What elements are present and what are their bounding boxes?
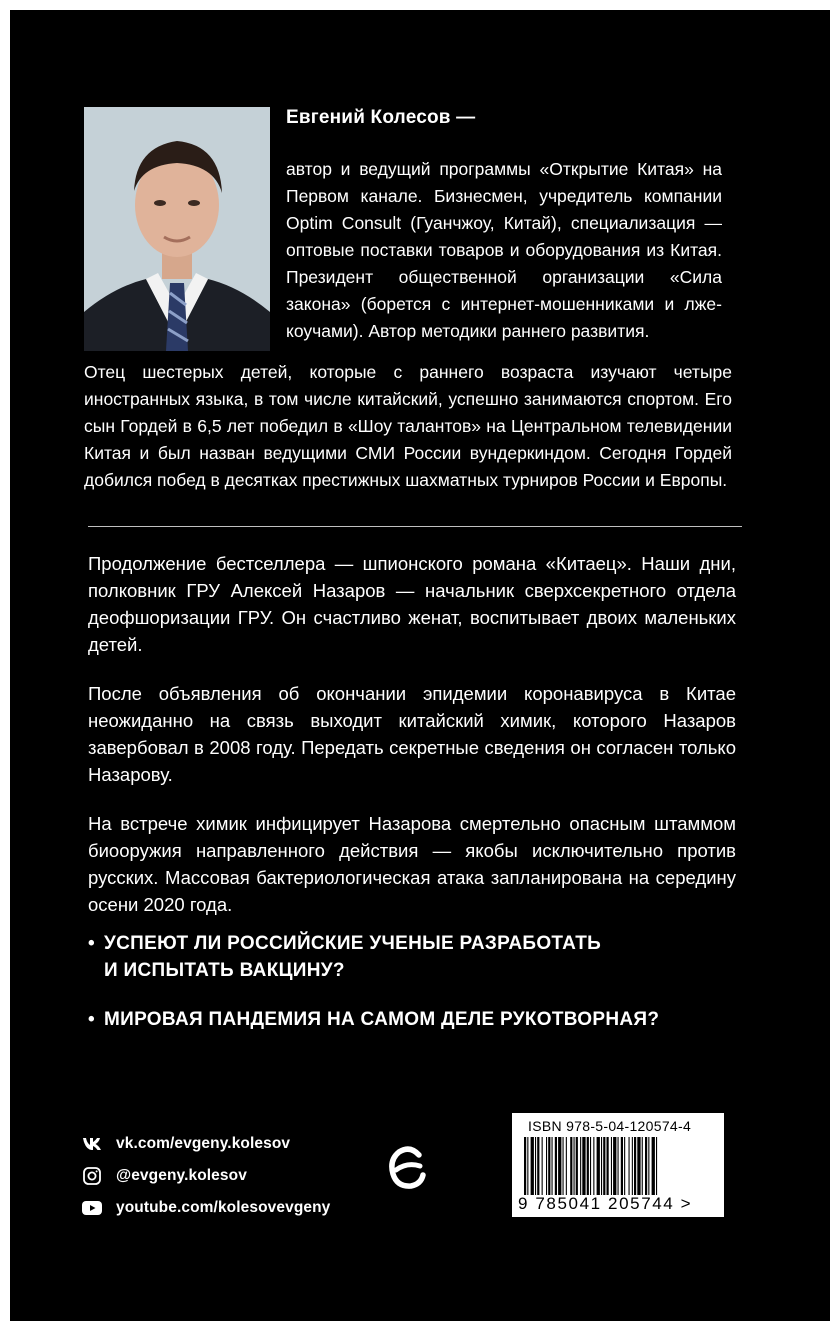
barcode-bar — [632, 1137, 633, 1195]
instagram-link[interactable]: @evgeny.kolesov — [116, 1167, 247, 1184]
barcode-bar — [546, 1137, 547, 1195]
youtube-icon — [82, 1198, 102, 1218]
barcode-bar — [535, 1137, 536, 1195]
barcode-bar — [607, 1137, 609, 1195]
section-divider — [88, 526, 742, 527]
synopsis-paragraph-1: Продолжение бестселлера — шпионского романа «Китаец». Наши дни, полковник ГРУ Алексей Назаров — начальник сверхсекретного отдела деофшоризации ГРУ. Он счастливо женат, воспитывает двоих маленьких детей. — [88, 553, 736, 655]
instagram-icon — [82, 1166, 102, 1186]
teaser-questions — [88, 930, 768, 1055]
synopsis-paragraph-3: На встрече химик инфицирует Назарова смертельно опасным штаммом биооружия направленного действия — якобы исключительно против русских. Массовая бактериологическая атака запланирована на середину осени 2020 года. — [88, 813, 736, 915]
barcode-bar — [587, 1137, 589, 1195]
barcode-bar — [558, 1137, 561, 1195]
bullet: • — [88, 1009, 95, 1030]
barcode-bar — [642, 1137, 643, 1195]
barcode-bar — [656, 1137, 657, 1195]
book-back-cover — [10, 10, 830, 1321]
barcode-bar — [531, 1137, 534, 1195]
barcode-bar — [566, 1137, 567, 1195]
barcode-bar — [624, 1137, 625, 1195]
barcode-bar — [527, 1137, 528, 1195]
author-bio-continued: Отец шестерых детей, которые с раннего возраста изучают четыре иностранных языка, в том числе китайский, успешно занимаются спортом. Его сын Гордей в 6,5 лет победил в «Шоу талантов» на Центральном телевидении Китая и был назван ведущими СМИ России вундеркиндом. Сегодня Гордей добился побед в десятках престижных шахматных турниров России и Европы. — [84, 362, 732, 490]
barcode-bar — [618, 1137, 619, 1195]
question-vaccine — [88, 930, 768, 984]
isbn-barcode — [512, 1113, 724, 1217]
barcode-bar — [611, 1137, 612, 1195]
author-bio-intro: автор и ведущий программы «Открытие Китая» на Первом канале. Бизнесмен, учредитель компании Optim Consult (Гуанчжоу, Китай), специализация — оптовые поставки товаров и оборудования из Китая. Президент общественной организации «Сила закона» (борется с интернет-мошенниками и лже-коучами). Автор методики раннего развития. — [286, 159, 722, 341]
barcode-bar — [648, 1137, 649, 1195]
social-vk[interactable] — [82, 1130, 330, 1158]
barcode-bar — [537, 1137, 539, 1195]
barcode-bar — [552, 1137, 553, 1195]
synopsis-paragraph-2: После объявления об окончании эпидемии коронавируса в Китае неожиданно на связь выходит китайский химик, которого Назаров завербовал в 2008 году. Передать секретные сведения он согласен только Назарову. — [88, 683, 736, 785]
barcode-bar — [576, 1137, 578, 1195]
barcode-bar — [542, 1137, 543, 1195]
author-name: Евгений Колесов — — [286, 107, 476, 128]
youtube-link[interactable]: youtube.com/kolesovevgeny — [116, 1199, 331, 1216]
barcode-bar — [582, 1137, 585, 1195]
barcode-bar — [524, 1137, 526, 1195]
barcode-bars — [524, 1137, 710, 1195]
vk-icon — [82, 1134, 102, 1154]
barcode-bar — [645, 1137, 647, 1195]
barcode-bar — [629, 1137, 630, 1195]
barcode-bar — [590, 1137, 591, 1195]
book-synopsis — [88, 550, 736, 940]
barcode-bar — [637, 1137, 640, 1195]
barcode-bar — [597, 1137, 600, 1195]
barcode-bar — [548, 1137, 550, 1195]
barcode-bar — [574, 1137, 575, 1195]
question-pandemic-text: МИРОВАЯ ПАНДЕМИЯ НА САМОМ ДЕЛЕ РУКОТВОРНАЯ? — [104, 1009, 660, 1030]
social-links — [82, 1130, 330, 1226]
author-photo — [84, 107, 270, 351]
barcode-bar — [634, 1137, 636, 1195]
eksmo-logo-icon — [388, 1143, 428, 1197]
barcode-digits: 9 785041 205744 > — [518, 1194, 693, 1213]
barcode-bar — [613, 1137, 616, 1195]
barcode-bar — [603, 1137, 605, 1195]
social-instagram[interactable] — [82, 1162, 330, 1190]
question-pandemic — [88, 1006, 768, 1033]
barcode-bar — [563, 1137, 564, 1195]
isbn-number: ISBN 978-5-04-120574-4 — [528, 1118, 692, 1134]
barcode-bar — [652, 1137, 655, 1195]
barcode-bar — [570, 1137, 572, 1195]
bullet: • — [88, 933, 95, 954]
vk-link[interactable]: vk.com/evgeny.kolesov — [116, 1135, 291, 1152]
barcode-bar — [555, 1137, 557, 1195]
barcode-bar — [621, 1137, 623, 1195]
social-youtube[interactable] — [82, 1194, 330, 1222]
question-vaccine-line-1: УСПЕЮТ ЛИ РОССИЙСКИЕ УЧЕНЫЕ РАЗРАБОТАТЬ — [104, 933, 602, 954]
barcode-bar — [601, 1137, 602, 1195]
barcode-bar — [580, 1137, 581, 1195]
question-vaccine-line-2: И ИСПЫТАТЬ ВАКЦИНУ? — [104, 960, 345, 981]
barcode-bar — [593, 1137, 594, 1195]
